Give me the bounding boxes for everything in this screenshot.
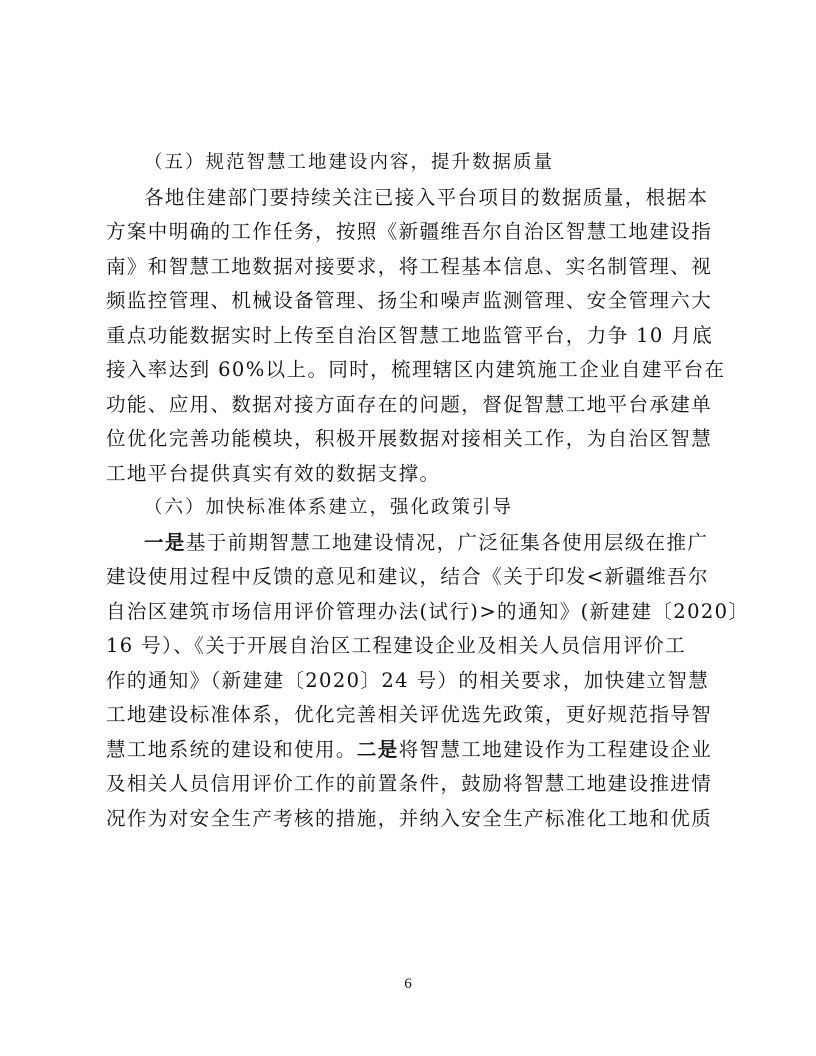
paragraph-line: 况作为对安全生产考核的措施，并纳入安全生产标准化工地和优质 [106, 806, 713, 830]
paragraph-line [106, 526, 718, 561]
paragraph-line: 功能、应用、数据对接方面存在的问题，督促智慧工地平台承建单 [106, 392, 713, 416]
paragraph-line: 接入率达到 60%以上。同时，梳理辖区内建筑施工企业自建平台在 [106, 358, 726, 381]
paragraph-line: 工地平台提供真实有效的数据支撑。 [106, 461, 441, 485]
section-heading-6: （六）加快标准体系建立，强化政策引导 [144, 497, 514, 518]
paragraph-line: 16 号）、《关于开展自治区工程建设企业及相关人员信用评价工 [106, 634, 687, 657]
line-text: 慧工地系统的建设和使用。 [106, 737, 357, 761]
paragraph-line: 及相关人员信用评价工作的前置条件，鼓励将智慧工地建设推进情 [106, 772, 713, 795]
paragraph-line: 重点功能数据实时上传至自治区智慧工地监管平台，力争 10 月底 [106, 323, 714, 347]
paragraph-line: 自治区建筑市场信用评价管理办法(试行)>的通知》(新建建〔2020〕 [106, 599, 750, 623]
page-number: 6 [404, 976, 412, 992]
paragraph-line: 方案中明确的工作任务，按照《新疆维吾尔自治区智慧工地建设指 [106, 220, 713, 243]
paragraph-line: 作的通知》（新建建〔2020〕24 号）的相关要求，加快建立智慧 [106, 668, 710, 692]
lead-phrase-first: 一是 [144, 530, 186, 554]
section-heading-5: （五）规范智慧工地建设内容，提升数据质量 [144, 152, 555, 173]
paragraph-line: 工地建设标准体系，优化完善相关评优选先政策，更好规范指导智 [106, 703, 713, 726]
line-text: 基于前期智慧工地建设情况，广泛征集各使用层级在推广 [185, 530, 709, 554]
lead-phrase-second: 二是 [356, 737, 399, 761]
paragraph-line: 南》和智慧工地数据对接要求，将工程基本信息、实名制管理、视 [106, 254, 713, 278]
paragraph-line: 位优化完善功能模块，积极开展数据对接相关工作，为自治区智慧 [106, 427, 713, 450]
paragraph-line: 建设使用过程中反馈的意见和建议，结合《关于印发<新疆维吾尔 [106, 565, 709, 588]
body-text [106, 146, 750, 836]
paragraph-line [106, 733, 718, 768]
paragraph-line: 各地住建部门要持续关注已接入平台项目的数据质量，根据本 [144, 185, 709, 209]
paragraph-line: 频监控管理、机械设备管理、扬尘和噪声监测管理、安全管理六大 [106, 289, 713, 312]
line-text: 将智慧工地建设作为工程建设企业 [398, 737, 713, 761]
